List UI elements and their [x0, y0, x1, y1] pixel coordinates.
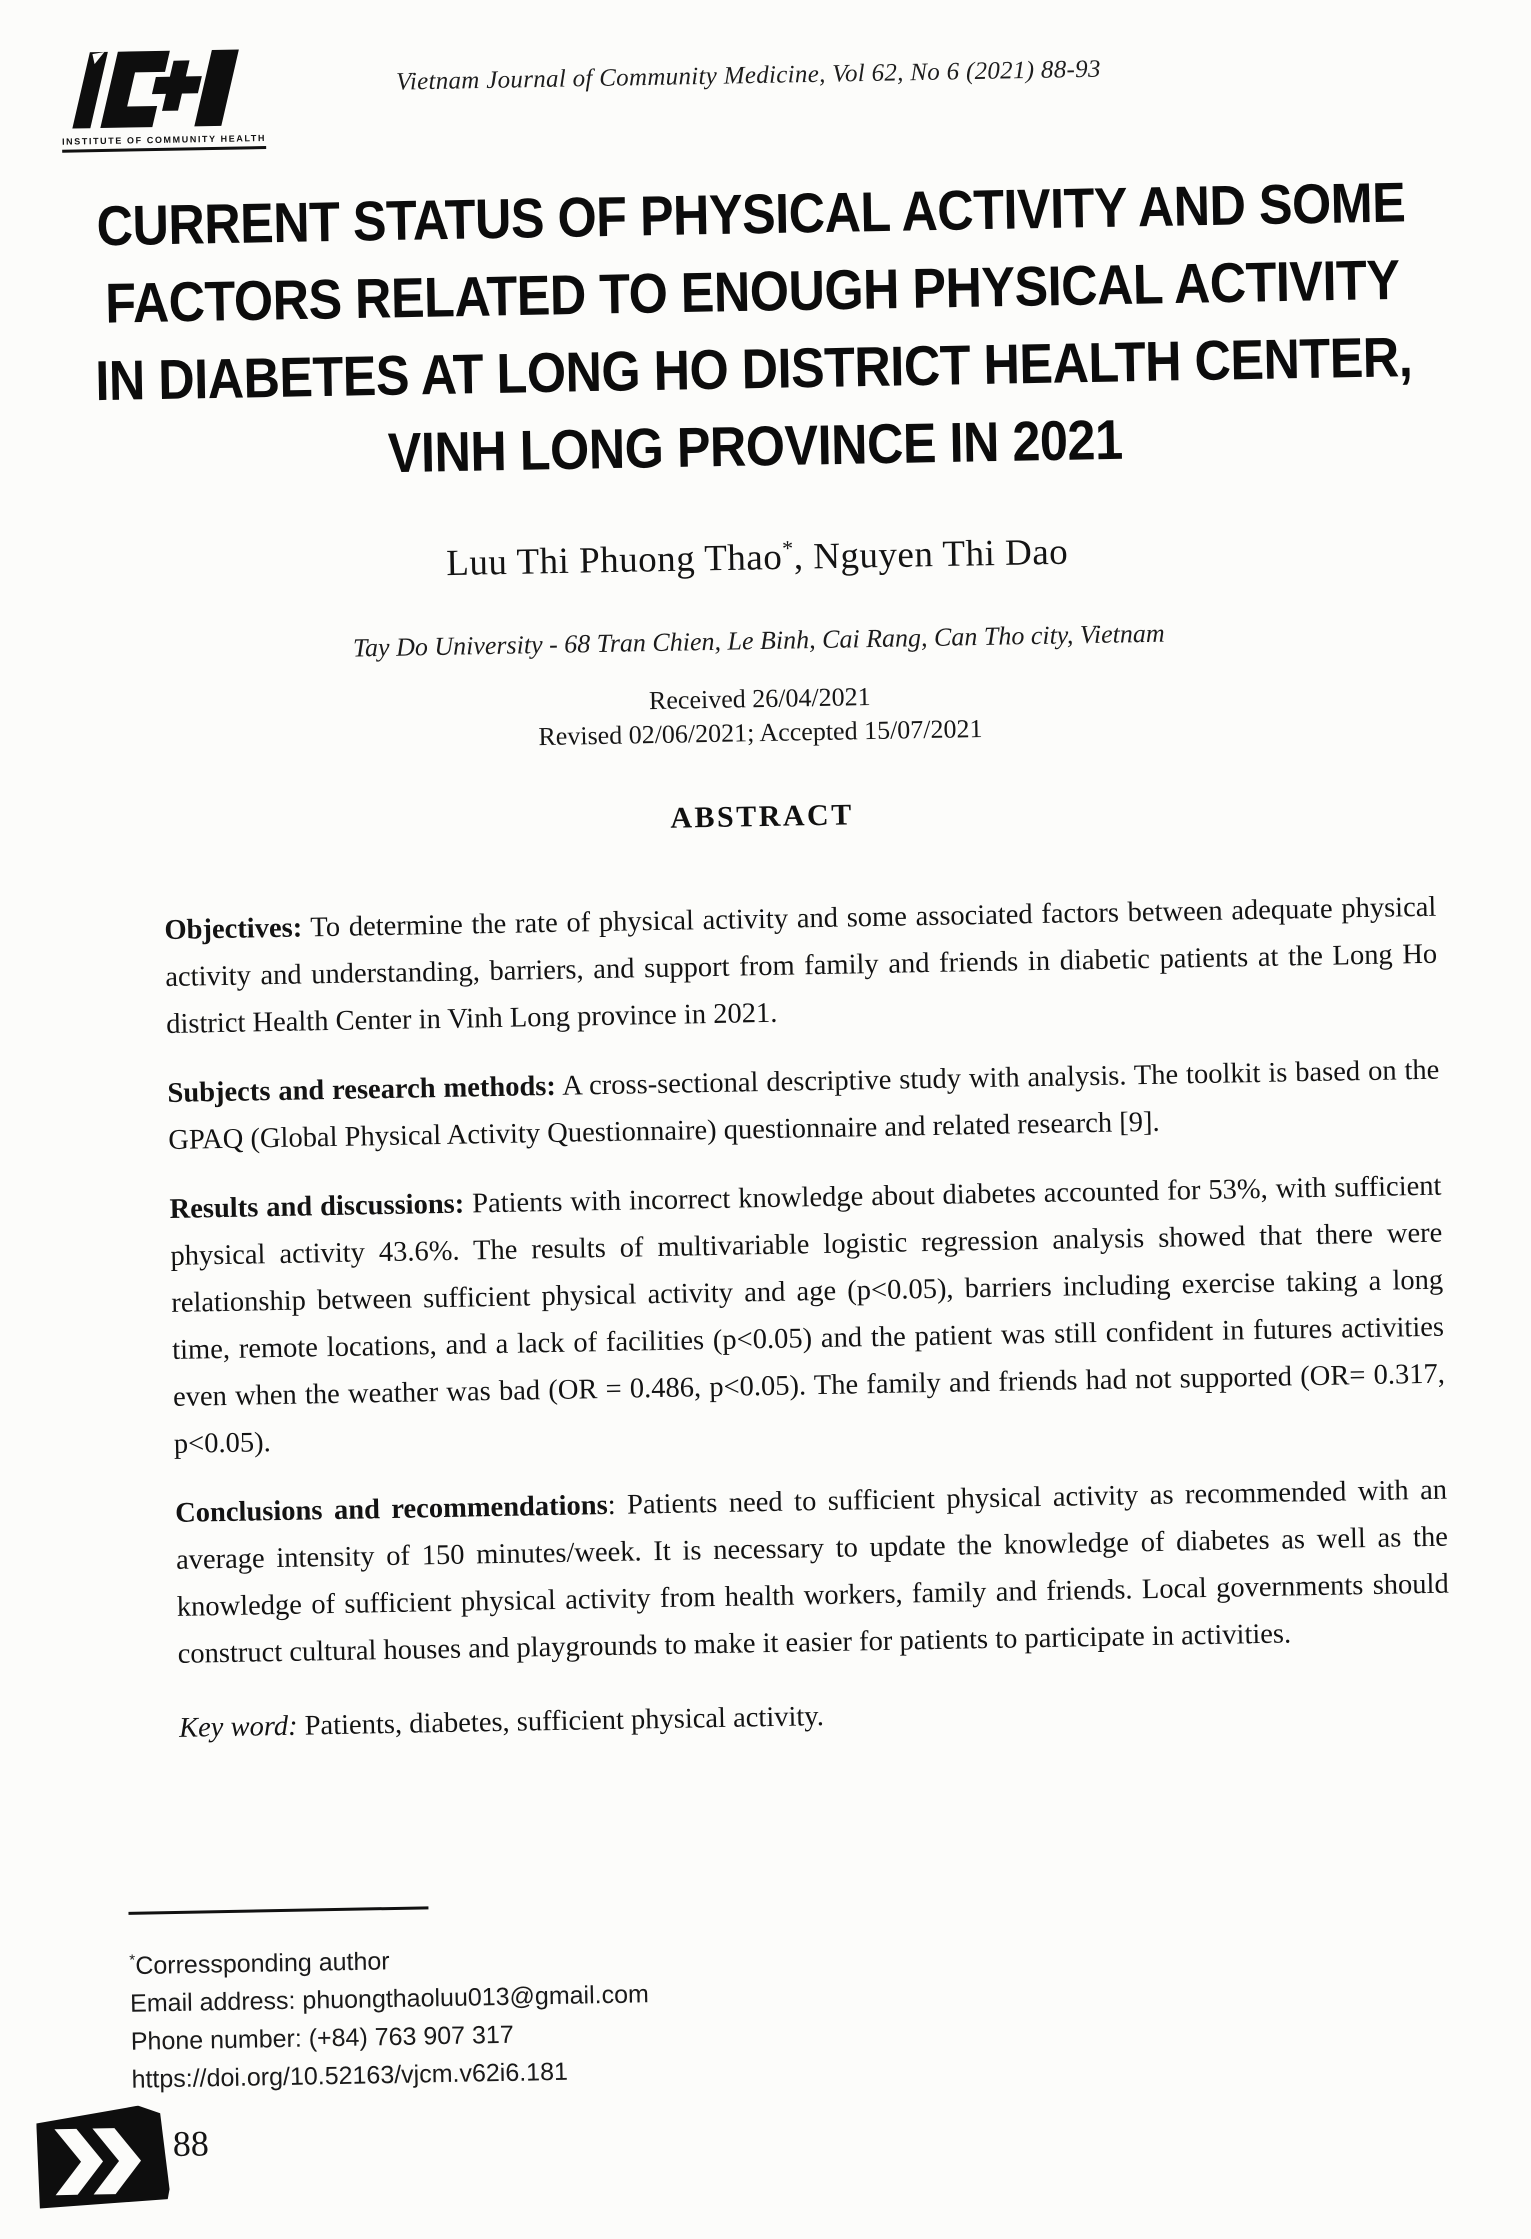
- revised-accepted-line: Revised 02/06/2021; Accepted 15/07/2021: [538, 713, 983, 752]
- page-number: 88: [172, 2123, 210, 2165]
- logo-caption: INSTITUTE OF COMMUNITY HEALTH: [61, 133, 267, 147]
- footnote-doi: https://doi.org/10.52163/vjcm.v62i6.181: [131, 2058, 569, 2095]
- author-1: Luu Thi Phuong Thao: [445, 536, 783, 585]
- logo-underline: [62, 146, 266, 153]
- paragraph-text: Patients with incorrect knowledge about diabetes accounted for 53%, with sufficient physical activity 43.6%. The results of multivariable logistic regression analysis showed that there were relationship between sufficient physical activity and age (p<0.05), barriers including exercise taking a long time, remote locations, and a lack of facilities (p<0.05) and the patient was still confident in futures activities even when the weather was bad (OR = 0.486, p<0.05). The family and friends had not supported (OR= 0.317, p<0.05).: [170, 1170, 1446, 1460]
- footnote-rule: [128, 1906, 428, 1914]
- keyword-text: Patients, diabetes, sufficient physical activity.: [297, 1701, 825, 1742]
- paragraph-text: To determine the rate of physical activity and some associated factors between adequate physical activity and understanding, barriers, and support from family and friends in diabetic patients at the Long Ho district Health Center in Vinh Long province in 2021.: [165, 891, 1438, 1040]
- footnote-corresponding: *Corressponding author: [129, 1947, 390, 1981]
- footnote-email: Email address: phuongthaoluu013@gmail.com: [129, 1980, 650, 2019]
- paragraph-label: Results and discussions:: [169, 1188, 465, 1225]
- paragraph-text: A cross-sectional descriptive study with analysis. The toolkit is based on the GPAQ (Global Physical Activity Questionnaire) questionnaire and related research [9].: [168, 1054, 1440, 1156]
- footnote-phone: Phone number: (+84) 763 907 317: [130, 2021, 514, 2057]
- paragraph-objectives: [164, 884, 1438, 1048]
- received-line: Received 26/04/2021: [648, 682, 871, 716]
- footnote-asterisk: *: [129, 1951, 136, 1969]
- keyword-line: [179, 1690, 1451, 1745]
- paragraph-conclusions: [175, 1467, 1450, 1678]
- page-corner-badge: [36, 2105, 174, 2209]
- footnote-block: [129, 1932, 651, 2099]
- paragraph-label: Subjects and research methods:: [167, 1070, 557, 1109]
- paragraph-results: [169, 1163, 1446, 1468]
- paragraph-label: Conclusions and recommendations: [174, 1489, 608, 1529]
- paragraph-label: Objectives:: [164, 912, 303, 946]
- author-asterisk: *: [781, 535, 794, 561]
- article-title: CURRENT STATUS OF PHYSICAL ACTIVITY AND SOME FACTORS RELATED TO ENOUGH PHYSICAL ACTIVITY IN DIABETES AT LONG HO DISTRICT HEALTH CENTER, VINH LONG PROVINCE IN 2021: [94, 171, 1413, 485]
- paragraph-text: : Patients need to sufficient physical activity as recommended with an average intensity of 150 minutes/week. It is necessary to update the knowledge of diabetes as well as the knowledge of sufficient physical activity from health workers, family and friends. Local governments should construct cultural houses and playgrounds to make it easier for patients to participate in activities.: [175, 1474, 1449, 1670]
- author-2: , Nguyen Thi Dao: [793, 531, 1069, 578]
- keyword-label: Key word:: [178, 1710, 298, 1744]
- paragraph-methods: [167, 1047, 1441, 1164]
- abstract-heading: ABSTRACT: [670, 798, 854, 835]
- journal-line: Vietnam Journal of Community Medicine, Vol 62, No 6 (2021) 88-93: [395, 55, 1101, 96]
- authors-line: [0, 522, 1523, 593]
- affiliation-line: Tay Do University - 68 Tran Chien, Le Binh, Cai Rang, Can Tho city, Vietnam: [352, 618, 1165, 663]
- abstract-body: [164, 884, 1450, 1700]
